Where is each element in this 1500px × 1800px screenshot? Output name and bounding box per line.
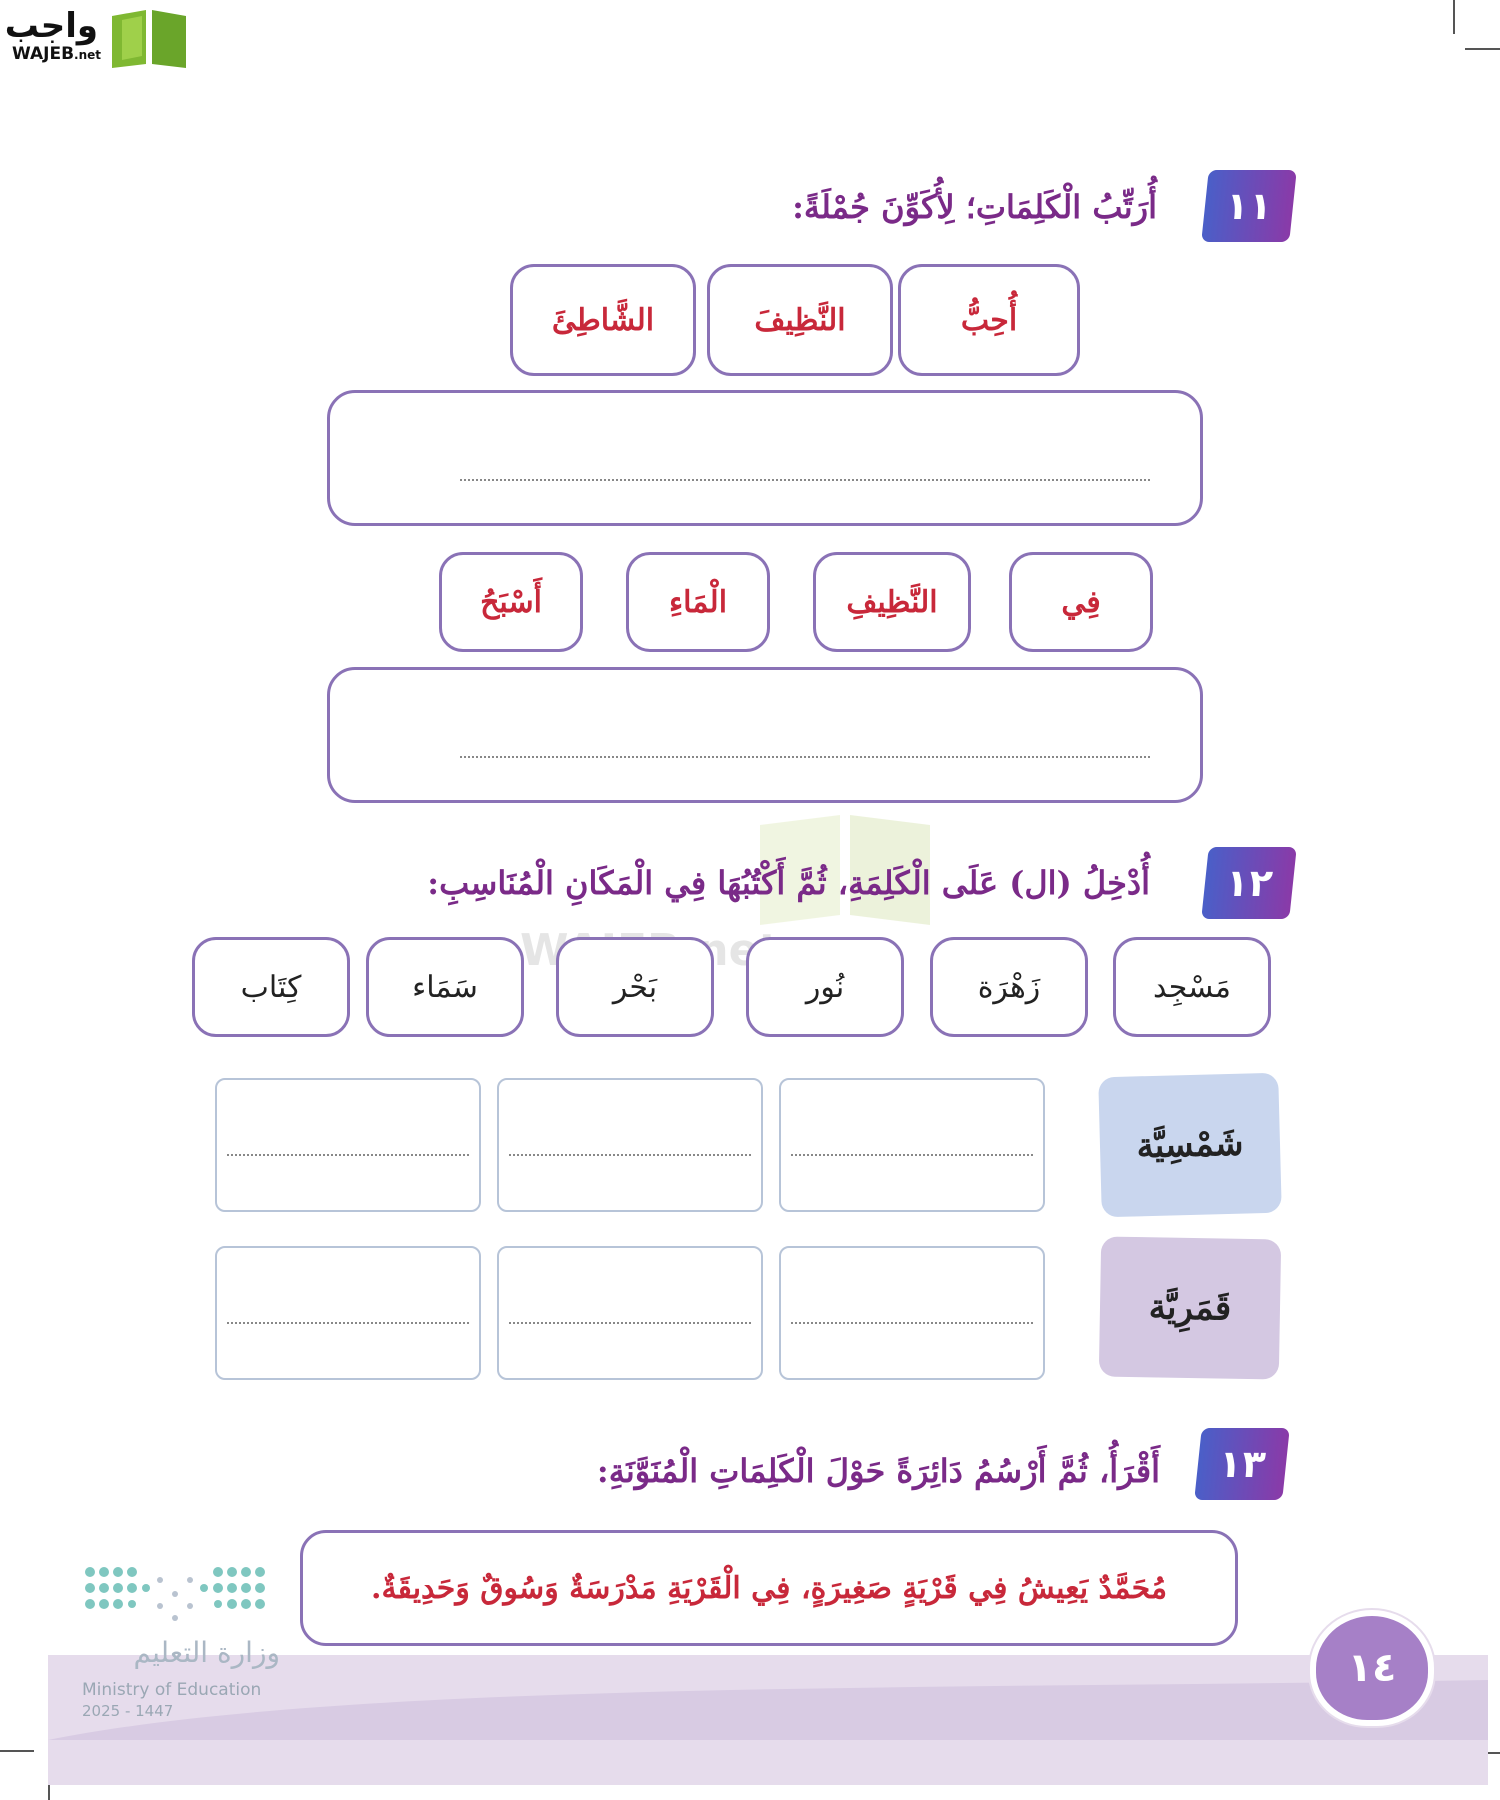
word-card[interactable]: النَّظِيفَ (707, 264, 893, 376)
answer-cell[interactable] (779, 1246, 1045, 1380)
question-12-title: أُدْخِلُ (ال) عَلَى الْكَلِمَةِ، ثُمَّ أَكْتُبُهَا فِي الْمَكَانِ الْمُنَاسِبِ: (427, 864, 1150, 902)
ministry-dots-icon (80, 1560, 270, 1630)
reading-sentence[interactable]: مُحَمَّدٌ يَعِيشُ فِي قَرْيَةٍ صَغِيرَةٍ، فِي الْقَرْيَةِ مَدْرَسَةٌ وَسُوقٌ وَحَدِيقَةٌ. (300, 1530, 1238, 1646)
answer-cell[interactable] (497, 1246, 763, 1380)
answer-cell[interactable] (215, 1246, 481, 1380)
answer-cell[interactable] (779, 1078, 1045, 1212)
book-icon (108, 6, 190, 68)
dotted-line (791, 1154, 1033, 1156)
logo-arabic: واجب (4, 6, 98, 46)
word-card[interactable]: زَهْرَة (930, 937, 1088, 1037)
word-card[interactable]: فِي (1009, 552, 1153, 652)
answer-line-1[interactable] (327, 390, 1203, 526)
crop-mark (1465, 48, 1500, 50)
word-card[interactable]: سَمَاء (366, 937, 524, 1037)
question-number-11: ١١ (1201, 170, 1297, 242)
question-11-title: أُرَتِّبُ الْكَلِمَاتِ؛ لِأُكَوِّنَ جُمْلَةً: (792, 188, 1157, 226)
word-card[interactable]: مَسْجِد (1113, 937, 1271, 1037)
ministry-logo (80, 1560, 280, 1730)
dotted-line (227, 1154, 469, 1156)
word-card[interactable]: أَسْبَحُ (439, 552, 583, 652)
dotted-line (460, 756, 1150, 758)
word-card[interactable]: الْمَاءِ (626, 552, 770, 652)
wajeb-logo[interactable] (4, 6, 190, 68)
crop-mark (0, 1750, 34, 1752)
category-qamari: قَمَرِيَّة (1099, 1236, 1281, 1379)
dotted-line (791, 1322, 1033, 1324)
answer-cell[interactable] (215, 1078, 481, 1212)
word-card[interactable]: بَحْر (556, 937, 714, 1037)
word-card[interactable]: نُور (746, 937, 904, 1037)
ministry-arabic: وزارة التعليم (133, 1636, 280, 1669)
dotted-line (460, 479, 1150, 481)
question-13-title: أَقْرَأُ، ثُمَّ أَرْسُمُ دَائِرَةً حَوْلَ الْكَلِمَاتِ الْمُنَوَّنَةِ: (596, 1452, 1160, 1490)
question-number-13: ١٣ (1194, 1428, 1290, 1500)
question-number-12: ١٢ (1201, 847, 1297, 919)
word-card[interactable]: كِتَاب (192, 937, 350, 1037)
word-card[interactable]: الشَّاطِئَ (510, 264, 696, 376)
category-shamsi: شَمْسِيَّة (1098, 1073, 1282, 1218)
academic-year: 2025 - 1447 (82, 1702, 174, 1720)
word-card[interactable]: النَّظِيفِ (813, 552, 971, 652)
answer-line-2[interactable] (327, 667, 1203, 803)
word-card[interactable]: أُحِبُّ (898, 264, 1080, 376)
answer-cell[interactable] (497, 1078, 763, 1212)
ministry-english: Ministry of Education (82, 1680, 262, 1700)
dotted-line (509, 1154, 751, 1156)
crop-mark (1453, 0, 1455, 34)
dotted-line (227, 1322, 469, 1324)
dotted-line (509, 1322, 751, 1324)
page-number: ١٤ (1310, 1610, 1434, 1726)
logo-english: WAJEB.net (12, 44, 102, 64)
